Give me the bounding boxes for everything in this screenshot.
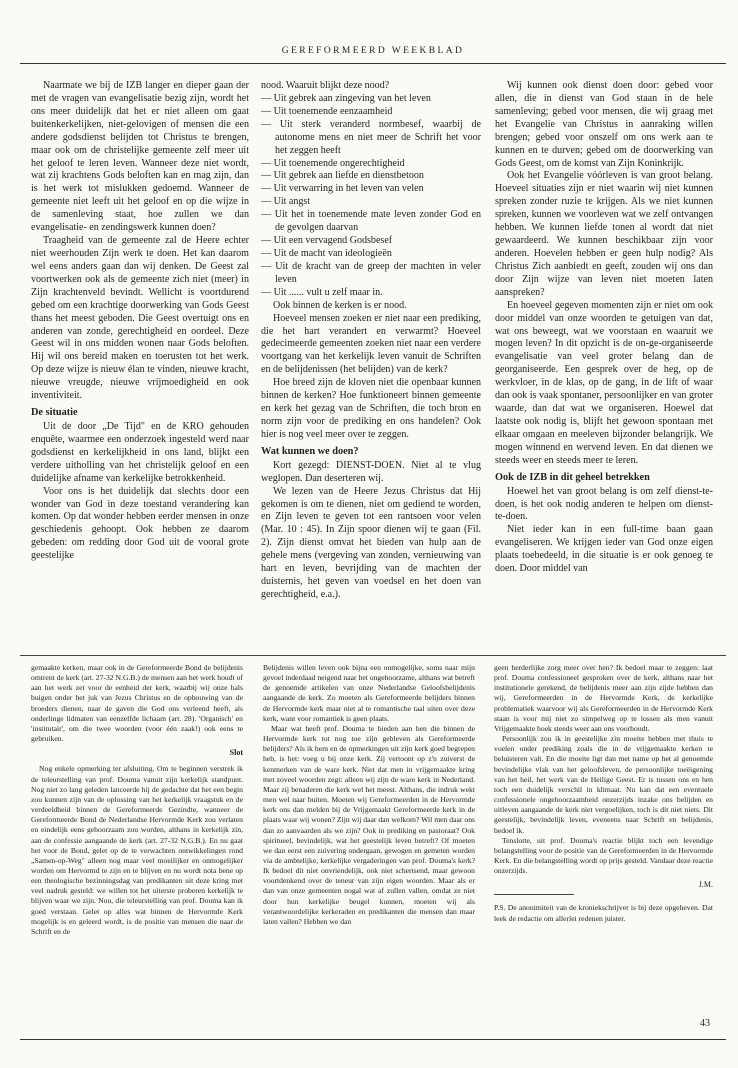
list-item: — Uit gebrek aan liefde en dienstbetoon	[261, 170, 481, 183]
paragraph: En hoeveel gegeven momenten zijn er niet om ook door middel van onze woorden te getuigen van dat, wat ons beweegt, wat we voorstaan en waaruit we mogen leven? In dit opzicht is de on-ge-organiseerde evangelisatie van veel groter belang dan de georganiseerde. Een gesprek over de heg, op de werkvloer, in de klas, op de gang, in de lift of waar dan ook is vaak spontaner, persoonlijker en van groter waarde, dan dat wat we organiseren. Hoewel dat laatste ook nodig is, blijft het gewoon spontaan met elkaar omgaan en meeleven bijzonder belangrijk. We mogen winnend en wervend leven. En dat dienen we steeds weer en steeds meer te leren.	[495, 299, 713, 466]
author-signature: J.M.	[698, 880, 713, 890]
section-heading-izb: Ook de IZB in dit geheel betrekken	[495, 471, 650, 483]
paragraph: Belijdenis willen leven ook bijna een onmogelijke, soms naar mijn gevoel inderdaad neigend naar het ongehoorzame, althans wat betreft de genoemde artikelen van onze Nederlandse Geloofsbelijdenis aangaande de kerk. Zo moeten als Gereformeerde belijders binnen de Hervormde kerk maar niet al te romantische taal uiten over deze kerk, want voor romantiek is geen plaats.	[263, 663, 475, 723]
section-heading-wat-kunnen-we-doen: Wat kunnen we doen?	[261, 445, 359, 457]
small-column-3	[494, 663, 713, 924]
column-1	[31, 80, 249, 563]
section-heading-slot: Slot	[229, 748, 243, 758]
page-number: 43	[700, 1018, 710, 1029]
paragraph: Uit de door „De Tijd" en de KRO gehouden enquête, waarmee een onderzoek ingesteld werd naar godsdienst en kerkelijkheid in ons land, blijkt een verdere uitholling van het christelijk geloof en een duidelijke afname van kerkelijke betrokkenheid.	[31, 420, 249, 484]
paragraph: Hoewel het van groot belang is om zelf dienst-te-doen, is het ook nodig anderen te helpen om dienst-te-doen.	[495, 485, 713, 523]
list-item: — Uit toenemende eenzaamheid	[261, 106, 481, 119]
paragraph: nood. Waaruit blijkt deze nood?	[261, 80, 390, 91]
postscript: P.S. De anonimiteit van de kroniekschrijver is bij deze opgeheven. Dat leek de redactie om allerlei redenen juister.	[494, 903, 713, 923]
paragraph: Hoeveel mensen zoeken er niet naar een prediking, die het hart verandert en verwarmt? Hoeveel gedecimeerde gemeenten zoeken niet naar een verdere voortgang van het kerkelijk leven vanuit de Schriften en de belijdenissen (het belijden) van de kerk?	[261, 312, 481, 376]
small-column-1	[31, 663, 243, 937]
small-column-2	[263, 663, 475, 927]
paragraph: Naarmate we bij de IZB langer en dieper gaan der met de vragen van evangelisatie bezig zijn, wordt het ons meer duidelijk dat het er niet alleen om gaat buitenkerkelijken, niet-gelovigen of mensen die een andere godsdienst belijden tot Christus te brengen, maar ook om de christelijke gemeente zelf meer uit het geloof te leren leven. Wanneer deze niet wordt, wat zij krachtens Gods beloften kan en mag zijn, dan is het werk tot mislukken gedoemd. Wanneer de gemeente niet leeft uit het geloof en op die wijze in de samenleving staat, hoe zullen we dan evangelisatie- en zendingswerk kunnen doen?	[31, 80, 249, 234]
paragraph: Traagheid van de gemeente zal de Heere echter niet weerhouden Zijn werk te doen. Het kan daarom wel eens anders gaan dan wij denken. De Geest zal voortwerken ook als de gemeente zich niet (meer) in Zijn krachtenveld bevindt. Wellicht is voortdurend gebed om een krachtige doorwerking van Gods Geest thans het meest geboden. Die Geest overtuigt ons en anderen van zonde, gerechtigheid en oordeel. Deze Geest wil in ons midden wonen naar Gods beloften. Hij wil ons bereid maken en toerusten tot het werk. Op deze wijze is nieuw élan te vinden, nieuwe kracht, nieuwe vreugde, nieuwe vrijmoedigheid en ook inventiviteit.	[31, 235, 249, 402]
paragraph: Wij kunnen ook dienst doen door: gebed voor allen, die in dienst van God staan in de hele samenleving; gebed voor mensen, die wij graag met het Evangelie van Christus in aanraking willen brengen; gebed voor onszelf om ons werk aan te kunnen en te durven; gebed om de doorwerking van Gods Geest, om de komst van Zijn Koninkrijk.	[495, 80, 713, 169]
list-item: — Uit de macht van ideologieën	[261, 248, 481, 261]
column-3	[495, 80, 713, 576]
paragraph: Hoe breed zijn de kloven niet die openbaar kunnen binnen de kerken? Hoe funktioneert binnen gemeente en kerk het gezag van de Schriften, die toch bron en norm zijn voor de prediking en ons handelen? Ook hier is nog veel meer over te zeggen.	[261, 377, 481, 440]
list-item: — Uit het in toenemende mate leven zonder God en de gevolgen daarvan	[261, 209, 481, 235]
paragraph: gemaakte kerken, maar ook in de Gereformeerde Bond de belijdenis omtrent de kerk (art. 27-32 N.G.B.) de mensen aan het werk houdt of aan het werk zet voor de eenheid der kerk, waarbij wij onze hals buigen onder het juk van Jezus Christus en de opbouwing van de broeders dienen, naar de gaven die God ons verleend heeft, als onderlinge lidmaten van eenzelfde lichaam (art. 28). 'Organisch' en 'institutair', om die twee woorden (voor één zaak!) ook eens te gebruiken.	[31, 663, 243, 744]
running-header: GEREFORMEERD WEEKBLAD	[281, 46, 465, 56]
paragraph: Persoonlijk zou ik in geestelijke zin moeite hebben met thuis te voelen onder prediking zoals die in de vrijgemaakte kerken te beluisteren valt. En die moeite ligt dan met name op het al genoemde bevindelijke vlak van het geloofsleven, de persoonlijke toeëigening van het heil, het werk van de Heilige Geest. Er is tussen ons en hen toch een duidelijk verschil in klimaat. Nu kan dat een eventuele confessionele ongehoorzaamheid onzerzijds inzake ons belijden en uitleven aangaande de kerk niet vergoelijken, toch is dit niet niets. Dit geestelijk, bevindelijk leven, eveneens naar Schrift en belijdenis, bedoel ik.	[494, 734, 713, 835]
section-heading-situatie: De situatie	[31, 407, 78, 419]
list-item: — Uit een vervagend Godsbesef	[261, 235, 481, 248]
paragraph: Tenslotte, uit prof. Douma's reactie blijkt toch een levendige belangstelling voor de positie van de Gereformeerden in de Hervormde Kerk. En die belangstelling wordt op prijs gesteld. Vandaar deze reactie onzerzijds.	[494, 835, 713, 876]
list-item: — Uit sterk veranderd normbesef, waarbij de autonome mens en niet meer de Schrift het voor het zeggen heeft	[261, 119, 481, 158]
paragraph: Niet ieder kan in een full-time baan gaan evangeliseren. We krijgen ieder van God onze eigen plaats toebedeeld, in die situatie is er ook genoeg te doen. Door middel van	[495, 524, 713, 575]
list-item: — Uit de kracht van de greep der machten in veler leven	[261, 261, 481, 287]
paragraph: Ook het Evangelie vóórleven is van groot belang. Hoeveel situaties zijn er niet waarin wij niet kunnen spreken zonder ruzie te krijgen. Als we niet kunnen spreken, kunnen we voorleven wat we zelf ontvangen hebben. We kunnen liefde tonen al wordt dat niet gewaardeerd. We kunnen beschikbaar zijn voor anderen. Hoevelen hebben er geen hulp nodig? Als Christus Zich aanbiedt en geeft, zouden wij ons dan door Zijn wijze van leven niet moeten laten aanspreken?	[495, 170, 713, 298]
list-item: — Uit ...... vult u zelf maar in.	[261, 287, 481, 300]
header-rule	[20, 63, 726, 64]
ps-divider	[494, 894, 574, 895]
list-item: — Uit toenemende ongerechtigheid	[261, 158, 481, 171]
paragraph: Kort gezegd: DIENST-DOEN. Niet al te vlug weglopen. Dan deserteren wij.	[261, 459, 481, 484]
need-list	[261, 93, 481, 300]
paragraph: Ook binnen de kerken is er nood.	[273, 299, 407, 311]
paragraph: geen herderlijke zorg meer over hen? Ik bedoel maar te zeggen: laat prof. Douma confessioneel gesproken over de kerk, althans naar het institutionele gerekend, de belijdenis meer aan zijn zijde hebben dan wij, Gereformeerden in de Hervormde Kerk, de kerkelijke problematiek waarvoor wij als Gereformeerden in de Hervormde Kerk staan is voor mij niet zo simpelweg op te lossen als men vanuit Vrijgemaakte hoek steeds weer aan ons voorhoudt.	[494, 663, 713, 733]
column-2	[261, 80, 481, 602]
list-item: — Uit verwarring in het leven van velen	[261, 183, 481, 196]
footer-rule	[20, 1039, 726, 1040]
list-item: — Uit gebrek aan zingeving van het leven	[261, 93, 481, 106]
paragraph: Voor ons is het duidelijk dat slechts door een wonder van God in deze toestand verandering kan komen. Op dat wonder hebben eerder mensen in onze geschiedenis gehoopt. Ook hebben ze daarom gebeden: om redding door God uit de vooral grote geestelijke	[31, 485, 249, 562]
section-divider	[20, 655, 726, 656]
paragraph: Maar wat heeft prof. Douma te bieden aan hen die binnen de Hervormde kerk tot nog toe zijn gebleven als Gereformeerde belijders? Als ik hem en de opmerkingen uit zijn kerk goed begrepen heb, is het: voeg u bij onze kerk. Zij vertoont op z'n zuiverst de kenmerken van de ware kerk. Niet dat men in vrijgemaakte kring met zoveel woorden zegt: alleen wij zijn de ware kerk in Nederland. Maar zij benaderen die kerk wel het meest. Althans, die indruk wekt men wel naar buiten. Moeten wij Gereformeerden in de Hervormde kerk ons dan melden bij de Vrijgemaakt Gereformeerde kerk in de plaats waar wij wonen? Zijn wij daar dan welkom? Wil men daar ons dan zo aanvaarden als we zijn? Ook in prediking en pastoraat? Ook spiritueel, bevindelijk, wat het geestelijk leven betreft? Of moeten we dan eerst een zuivering ondergaan, gewogen en gemeten worden via de ambtelijke, kerkelijke vergaderingen van prof. Douma's kerk? Ik bedoel dit niet onvriendelijk, ook niet schertsend, maar gewoon voortdenkend over de teneur van zijn eigen woorden. Maar als er dan van onze gemeenten nogal wat af zullen vallen, omdat ze niet door hun kerkelijke beugel kunnen, moeten wij als verantwoordelijke kerkeraden en predikanten die mensen dan maar laten vallen? Hebben we dan	[263, 723, 475, 926]
paragraph: Nog enkele opmerking ter afsluiting. Om te beginnen verstrek ik de teleurstelling van prof. Douma vanuit zijn kerkelijk standpunt. Nog niet zo lang geleden lanceerde hij de gedachte dat het een begin zou kunnen zijn van de oplossing van het kerkelijk vraagstuk en de verdeeldheid binnen de Gereformeerde Gezindte, wanneer de Gereformeerde Bond de Nederlandse Hervormde Kerk zou verlaten en eindelijk eens gehoorzaam zou worden, althans in kerkelijk zin, aan de confessie aangaande de kerk (art. 27-32 N.G.B.). En nu gaat het voor de Bond, gelet op de te verwachten ontwikkelingen rond „Samen-op-Weg" alleen nog maar veel moeilijker en onmogelijker worden om Hervormd te zijn en te blijven en nu wordt nota bene op een theologische bezinningsdag van predikanten uit deze kring met veel nadruk gesteld: we willen tot het uiterste proberen kerkelijk te blijven waar we zijn. Nou, die teleurstelling van prof. Douma kan ik goed verstaan. Gelet op alles wat binnen de Hervormde Kerk mogelijk is en geleerd wordt, is de positie van mensen die naar de Schrift en de	[31, 764, 243, 936]
list-item: — Uit angst	[261, 196, 481, 209]
paragraph: We lezen van de Heere Jezus Christus dat Hij gekomen is om te dienen, niet om gediend te worden, en Zijn leven te geven tot een rantsoen voor velen (Mar. 10 : 45). In Zijn spoor dienen wij te gaan (Fil. 2). Zijn dienst omvat het bieden van hulp aan de gehele mens (vergeving van zonden, vernieuwing van hart en leven, bevrijding van de machten der duisternis, het geven van voedsel en het doen van gerechtigheid, e.a.).	[261, 485, 481, 600]
